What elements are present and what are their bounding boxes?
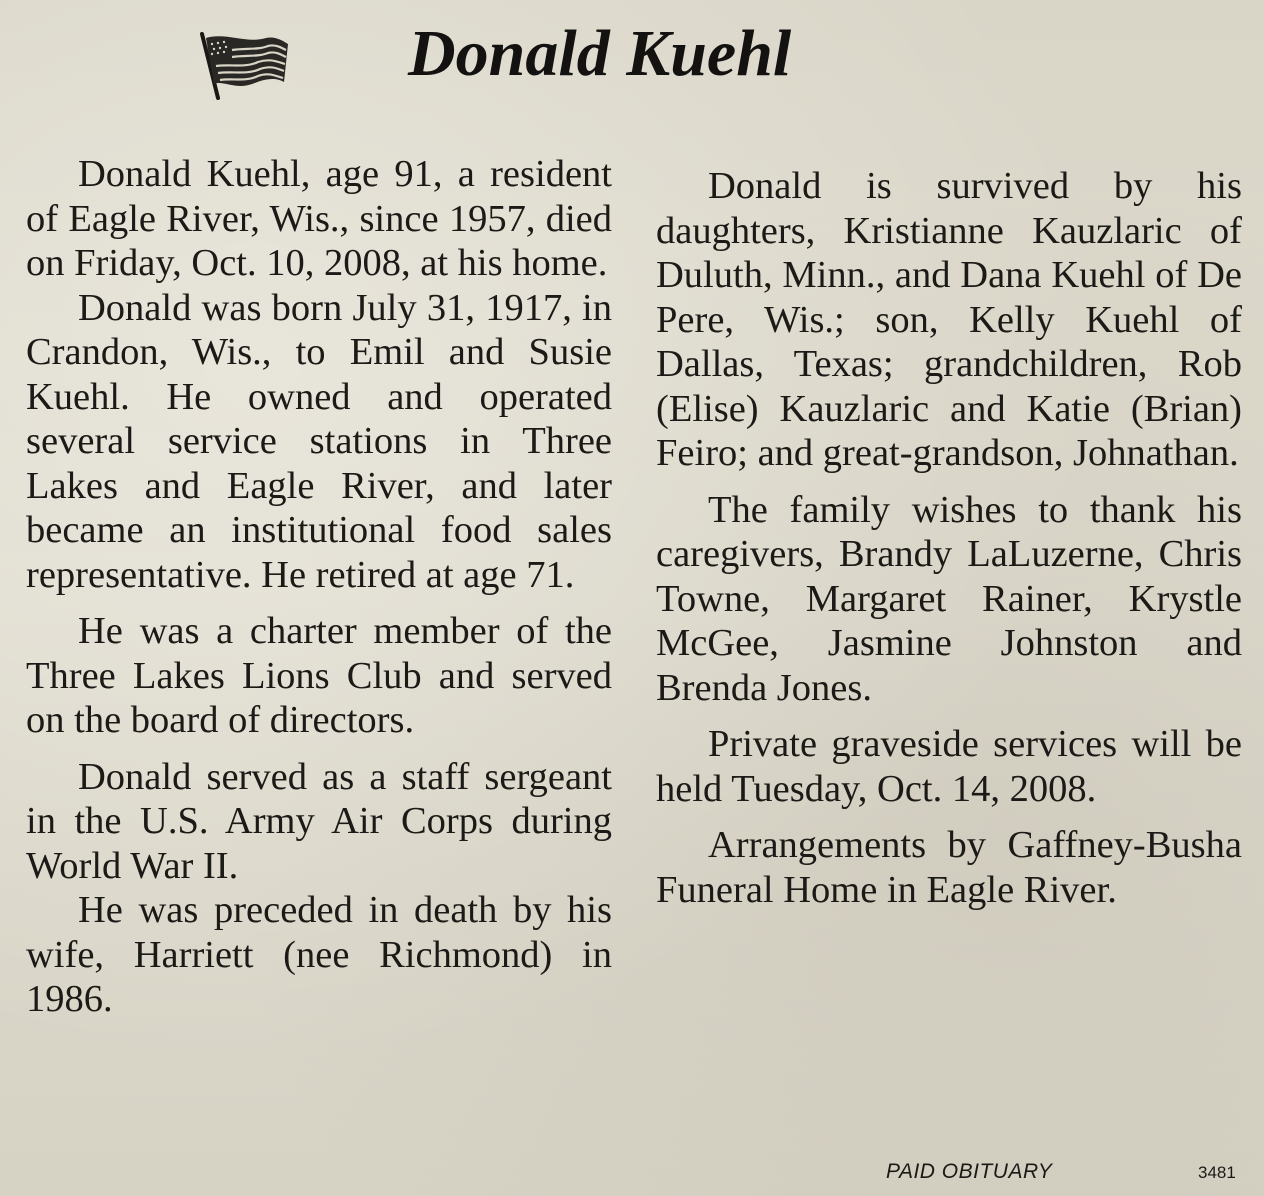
right-column [656,164,1242,912]
paragraph-biography: Donald was born July 31, 1917, in Crandon, Wis., to Emil and Susie Kuehl. He owned and operated several service stations in Three Lakes and Eagle River, and later became an institutional food sales representative. He retired at age 71. [26,286,612,596]
paragraph-preceded-in-death: He was preceded in death by his wife, Harriett (nee Richmond) in 1986. [26,889,612,1020]
ad-code-number: 3481 [1198,1163,1236,1182]
left-column [26,152,612,1022]
paragraph-lions-club: He was a charter member of the Three Lakes Lions Club and served on the board of directors. [26,610,612,741]
paid-obituary-label: PAID OBITUARY [886,1160,1053,1183]
paragraph-survivors: Donald is survived by his daughters, Kristianne Kauzlaric of Duluth, Minn., and Dana Kuehl of De Pere, Wis.; son, Kelly Kuehl of Dallas, Texas; grandchildren, Rob (Elise) Kauzlaric and Katie (Brian) Feiro; and great-grandson, Johnathan. [656,165,1242,474]
paragraph-services: Private graveside services will be held Tuesday, Oct. 14, 2008. [656,723,1242,810]
paragraph-thanks: The family wishes to thank his caregivers, Brandy LaLuzerne, Chris Towne, Margaret Rainer, Krystle McGee, Jasmine Johnston and Brenda Jones. [656,488,1242,709]
american-flag-icon [196,30,292,100]
paragraph-arrangements: Arrangements by Gaffney-Busha Funeral Home in Eagle River. [656,824,1242,911]
obituary-title: Donald Kuehl [408,17,792,90]
paragraph-military-service: Donald served as a staff sergeant in the U.S. Army Air Corps during World War II. [26,755,612,887]
paragraph-death-notice: Donald Kuehl, age 91, a resident of Eagle River, Wis., since 1957, died on Friday, Oct. 10, 2008, at his home. [26,153,612,284]
